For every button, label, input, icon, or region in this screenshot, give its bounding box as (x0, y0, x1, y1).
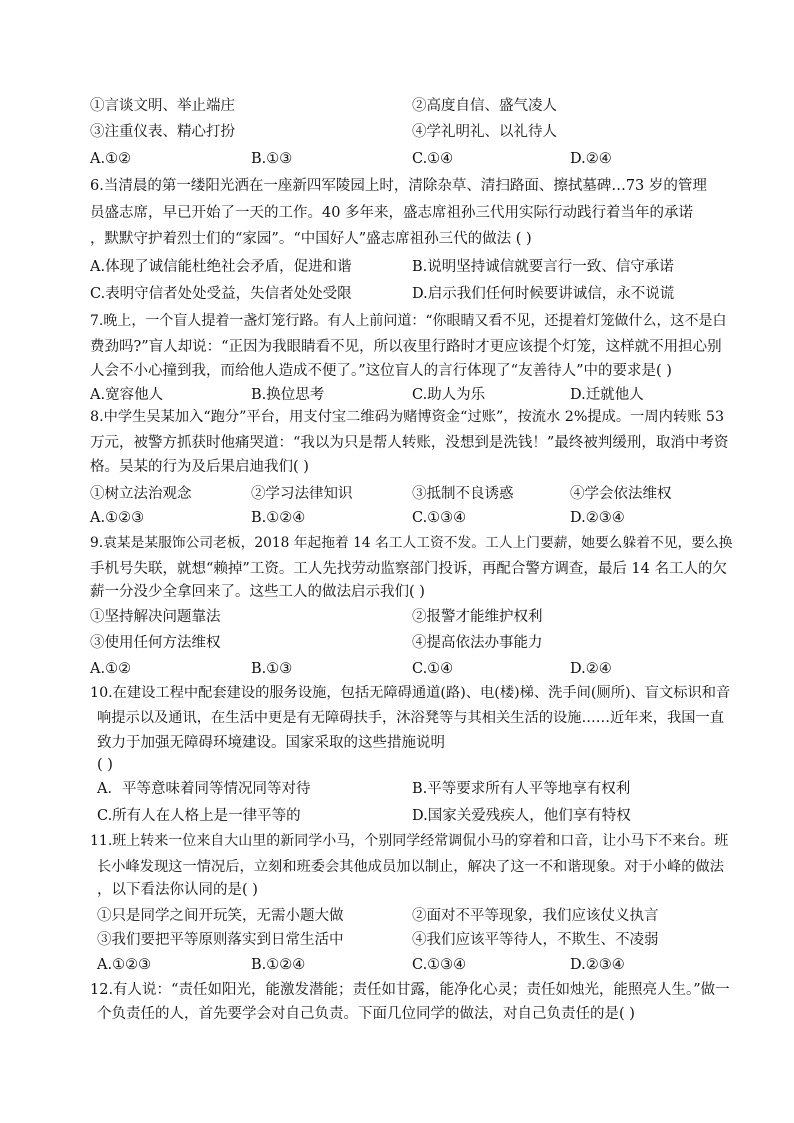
q10-option-b[interactable]: B.平等要求所有人平等地享有权利 (412, 781, 631, 797)
q5-statement-4: ④学礼明礼、以礼待人 (412, 124, 557, 140)
q10-stem-line-3: 致力于加强无障碍环境建设。国家采取的这些措施说明 (97, 735, 445, 751)
q5-statement-3: ③注重仪表、精心打扮 (90, 124, 235, 140)
q8-statement-4: ④学会依法维权 (570, 486, 672, 502)
q8-stem-line-2: 万元，被警方抓获时他痛哭道：“我以为只是帮人转账，没想到是洗钱！”最终被判缓刑，取消中考资 (90, 435, 729, 451)
q6-option-d[interactable]: D.启示我们任何时候要讲诚信，永不说谎 (412, 286, 675, 302)
q12-stem-line-1: 12.有人说：“责任如阳光，能激发潜能；责任如甘露，能净化心灵；责任如烛光，能照亮人生。”做一 (90, 982, 730, 998)
q11-option-b[interactable]: B.①②④ (251, 957, 306, 973)
q5-option-b[interactable]: B.①③ (251, 151, 293, 167)
q6-option-b[interactable]: B.说明坚持诚信就要言行一致、信守承诺 (412, 259, 674, 275)
q7-option-d[interactable]: D.迁就他人 (570, 387, 644, 403)
q12-stem-line-2: 个负责任的人，首先要学会对自己负责。下面几位同学的做法，对自己负责任的是( ) (97, 1006, 635, 1022)
q7-option-a[interactable]: A.宽容他人 (90, 387, 164, 403)
q9-option-c[interactable]: C.①④ (412, 661, 454, 677)
q9-statement-1: ①坚持解决问题靠法 (90, 609, 221, 625)
q10-answer-paren: ( ) (97, 757, 113, 773)
q10-stem-line-1: 10.在建设工程中配套建设的服务设施，包括无障碍通道(路)、电(楼)梯、洗手间(厕所)、盲文标识和音 (90, 685, 731, 701)
q9-option-b[interactable]: B.①③ (251, 661, 293, 677)
q5-option-a[interactable]: A.①② (90, 151, 132, 167)
q7-option-c[interactable]: C.助人为乐 (412, 387, 486, 403)
q11-option-c[interactable]: C.①③④ (412, 957, 467, 973)
q6-option-a[interactable]: A.体现了诚信能杜绝社会矛盾，促进和谐 (90, 259, 352, 275)
q9-option-d[interactable]: D.②④ (570, 661, 612, 677)
q6-stem-line-1: 6.当清晨的第一缕阳光洒在一座新四军陵园上时，清除杂草、清扫路面、擦拭墓碑…73 岁的管理 (90, 178, 707, 194)
q8-option-d[interactable]: D.②③④ (570, 510, 625, 526)
q10-stem-line-2: 响提示以及通讯，在生活中更是有无障碍扶手，沐浴凳等与其相关生活的设施……近年来，我国一直 (97, 710, 725, 726)
q9-stem-line-1: 9.袁某是某服饰公司老板，2018 年起拖着 14 名工人工资不发。工人上门要薪，她要么躲着不见，要么换 (90, 535, 733, 551)
q11-stem-line-1: 11.班上转来一位来自大山里的新同学小马，个别同学经常调侃小马的穿着和口音，让小马下不来台。班 (90, 833, 729, 849)
q6-stem-line-3: ，默默守护着烈士们的“家园”。“中国好人”盛志席祖孙三代的做法 ( ) (90, 231, 532, 247)
q11-option-a[interactable]: A.①②③ (97, 957, 152, 973)
q8-statement-1: ①树立法治观念 (90, 486, 192, 502)
q10-option-d[interactable]: D.国家关爱残疾人，他们享有特权 (412, 808, 631, 824)
q11-statement-3: ③我们要把平等原则落实到日常生活中 (97, 932, 344, 948)
q9-stem-line-3: 薪一分没少全拿回来了。这些工人的做法启示我们( ) (90, 584, 425, 600)
q9-stem-line-2: 手机号失联，就想“赖掉”工资。工人先找劳动监察部门投诉，再配合警方调查，最后 14 名工人的欠 (90, 561, 727, 577)
q5-statement-1: ①言谈文明、举止端庄 (90, 98, 235, 114)
q8-statement-2: ②学习法律知识 (251, 486, 353, 502)
q8-option-a[interactable]: A.①②③ (90, 510, 145, 526)
q10-option-c[interactable]: C.所有人在人格上是一律平等的 (97, 808, 301, 824)
q6-stem-line-2: 员盛志席，早已开始了一天的工作。40 多年来，盛志席祖孙三代用实际行动践行着当年的承诺 (90, 205, 694, 221)
q5-option-d[interactable]: D.②④ (570, 151, 612, 167)
q8-option-b[interactable]: B.①②④ (251, 510, 306, 526)
q11-statement-1: ①只是同学之间开玩笑，无需小题大做 (97, 908, 344, 924)
q8-stem-line-3: 格。吴某的行为及后果启迪我们( ) (90, 459, 309, 475)
q5-statement-2: ②高度自信、盛气凌人 (412, 98, 557, 114)
q9-statement-4: ④提高依法办事能力 (412, 635, 543, 651)
q8-option-c[interactable]: C.①③④ (412, 510, 467, 526)
q10-option-a[interactable]: A．平等意味着同等情况同等对待 (97, 781, 311, 797)
q7-stem-line-2: 费劲吗?”盲人却说：“正因为我眼睛看不见，所以夜里行路时才更应该提个灯笼，这样就不用担心别 (90, 339, 722, 355)
q9-option-a[interactable]: A.①② (90, 661, 132, 677)
q5-option-c[interactable]: C.①④ (412, 151, 454, 167)
q11-option-d[interactable]: D.②③④ (570, 957, 625, 973)
q8-stem-line-1: 8.中学生吴某加入“跑分”平台，用支付宝二维码为赌博资金“过账”，按流水 2%提成。一周内转账 53 (90, 409, 725, 425)
q11-statement-2: ②面对不平等现象，我们应该仗义执言 (412, 908, 659, 924)
q9-statement-3: ③使用任何方法维权 (90, 635, 221, 651)
q8-statement-3: ③抵制不良诱惑 (412, 486, 514, 502)
q7-option-b[interactable]: B.换位思考 (251, 387, 325, 403)
q11-statement-4: ④我们应该平等待人，不欺生、不凌弱 (412, 932, 659, 948)
q7-stem-line-3: 人会不小心撞到我，而给他人造成不便了。”这位盲人的言行体现了“友善待人”中的要求是( ) (90, 363, 672, 379)
q11-stem-line-3: ，以下看法你认同的是( ) (97, 882, 258, 898)
q9-statement-2: ②报警才能维护权利 (412, 609, 543, 625)
q7-stem-line-1: 7.晚上，一个盲人提着一盏灯笼行路。有人上前问道：“你眼睛又看不见，还提着灯笼做什么，这不是白 (90, 313, 727, 329)
q6-option-c[interactable]: C.表明守信者处处受益，失信者处处受限 (90, 286, 352, 302)
q11-stem-line-2: 长小峰发现这一情况后，立刻和班委会其他成员加以制止，解决了这一不和谐现象。对于小峰的做法 (97, 859, 725, 875)
